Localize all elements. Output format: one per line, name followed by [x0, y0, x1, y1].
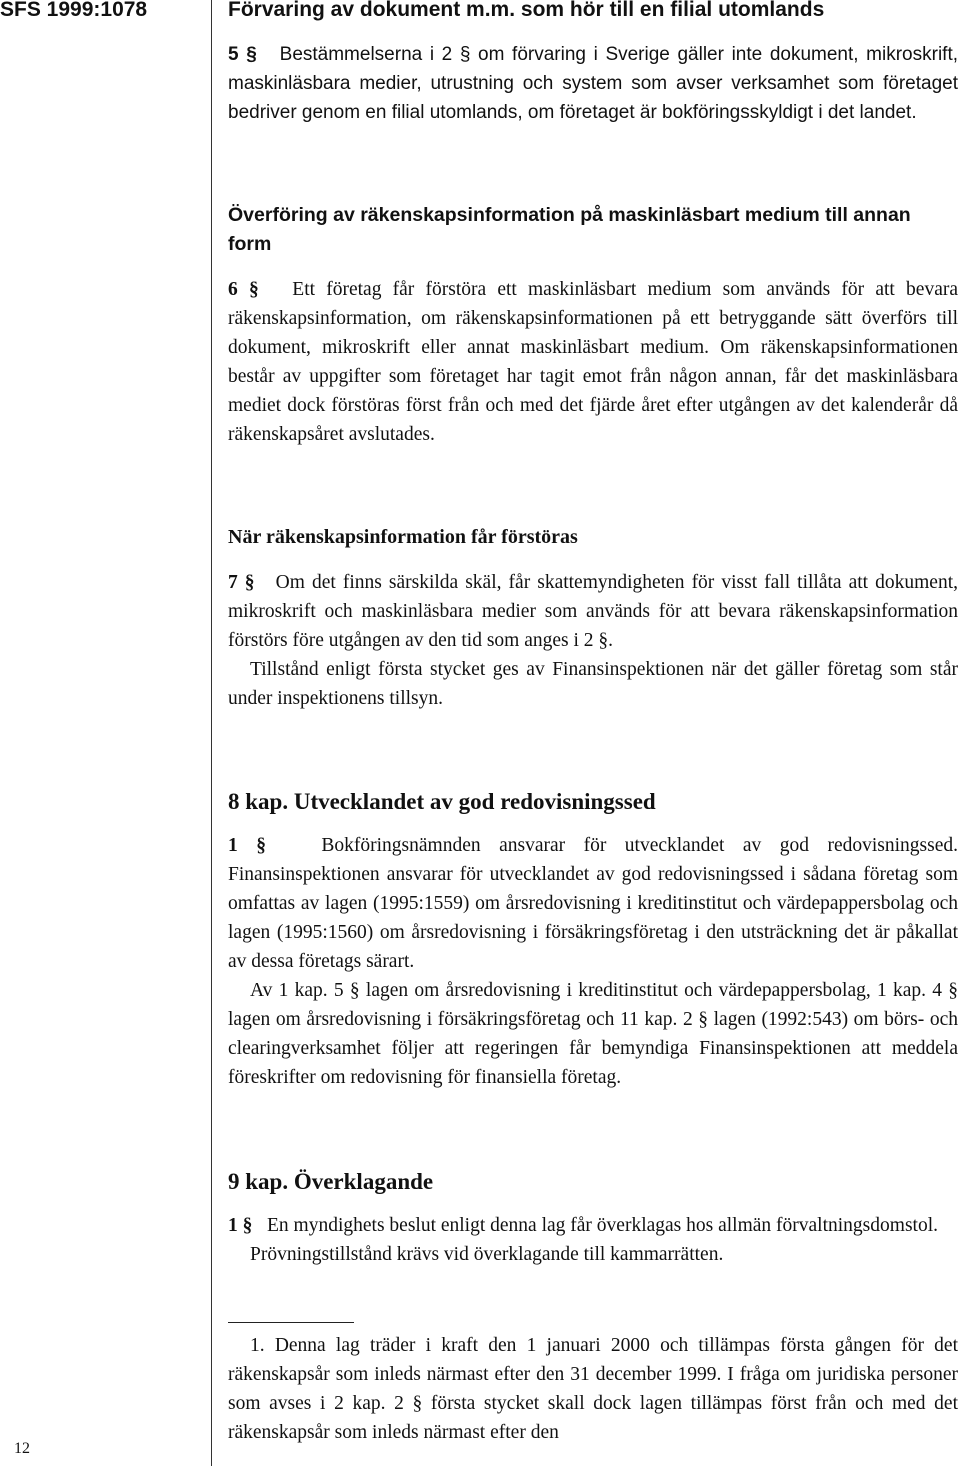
section-heading: När räkenskapsinformation får förstöras: [228, 526, 578, 548]
chapter-9-paragraph: [228, 1211, 958, 1240]
margin-column: [0, 0, 212, 1466]
section-number: 7 §: [228, 572, 255, 593]
section-5: [228, 40, 958, 127]
document-id: SFS 1999:1078: [0, 0, 148, 21]
section-heading: Överföring av räkenskapsinformation på maskinläsbart medium till annan form: [228, 204, 911, 255]
chapter-9: [228, 1167, 958, 1269]
footnote: [228, 1331, 958, 1447]
footnote-text: 1. Denna lag träder i kraft den 1 januari 2000 och tillämpas första gången för det räkenskapsår som inleds närmast efter den 31 december 1999. I fråga om juridiska personer som avses i 2 kap. 2 § första stycket skall dock lagen tillämpas först från och med det räkenskapsår som inleds närmast efter den: [228, 1335, 958, 1443]
section-text: Om det finns särskilda skäl, får skattemyndigheten för visst fall tillåta att dokument, mikroskrift och maskinläsbara medier som används för att bevara räkenskapsinformation förstörs före utgången av den tid som anges i 2 §.: [228, 572, 959, 651]
section-number: 5 §: [228, 44, 257, 65]
section-5-paragraph: [228, 40, 958, 127]
section-text: Bestämmelserna i 2 § om förvaring i Sverige gäller inte dokument, mikroskrift, maskinläsbara medier, utrustning och system som avser verksamhet som företaget bedriver genom en filial utomlands, om företaget är bokföringsskyldigt i det landet.: [228, 44, 958, 123]
section-number: 1 §: [228, 835, 266, 856]
section-text: Ett företag får förstöra ett maskinläsbart medium som används för att bevara räkenskapsinformation, om räkenskapsinformationen på ett betryggande sätt överförs till dokument, mikroskrift eller annat maskinläsbart medium. Om räkenskapsinformationen består av uppgifter som företaget har tagit emot från någon annan, får det maskinläsbara mediet dock förstöras först från och med det fjärde året efter utgången av det kalenderår då räkenskapsåret avslutades.: [228, 279, 959, 445]
section-text: En myndighets beslut enligt denna lag får överklagas hos allmän förvaltningsdomstol.: [267, 1215, 938, 1236]
chapter-8: [228, 787, 958, 1092]
chapter-9-paragraph-2: Prövningstillstånd krävs vid överklagande till kammarrätten.: [250, 1244, 724, 1265]
chapter-heading: 9 kap. Överklagande: [228, 1169, 434, 1194]
section-7-paragraph-2: Tillstånd enligt första stycket ges av Finansinspektionen när det gäller företag som står under inspektionens tillsyn.: [228, 659, 958, 709]
chapter-8-paragraph: [228, 831, 958, 976]
section-7: [228, 523, 958, 713]
chapter-8-paragraph-2: Av 1 kap. 5 § lagen om årsredovisning i kreditinstitut och värdepappersbolag, 1 kap. 4 § lagen om årsredovisning i försäkringsföretag och 11 kap. 2 § lagen (1992:543) om börs- och clearingverksamhet följer att regeringen får bemyndiga Finansinspektionen att meddela föreskrifter om redovisning för finansiella företag.: [228, 980, 958, 1088]
running-head: Förvaring av dokument m.m. som hör till en filial utomlands: [228, 0, 825, 21]
chapter-heading: 8 kap. Utvecklandet av god redovisningssed: [228, 789, 656, 814]
section-text: Bokföringsnämnden ansvarar för utvecklandet av god redovisningssed. Finansinspektionen ansvarar för utvecklandet av god redovisningssed i sådana företag som omfattas av lagen (1995:1559) om årsredovisning i kreditinstitut och värdepappersbolag och lagen (1995:1560) om årsredovisning i försäkringsföretag i den utsträckning det är påkallat av dessa företags särart.: [228, 835, 958, 972]
section-6: [228, 201, 958, 449]
page-number: 12: [14, 1440, 30, 1457]
section-6-paragraph: [228, 275, 958, 449]
section-7-paragraph: [228, 568, 958, 655]
footnote-divider: [228, 1322, 354, 1323]
section-number: 1 §: [228, 1215, 253, 1236]
section-number: 6 §: [228, 279, 259, 300]
